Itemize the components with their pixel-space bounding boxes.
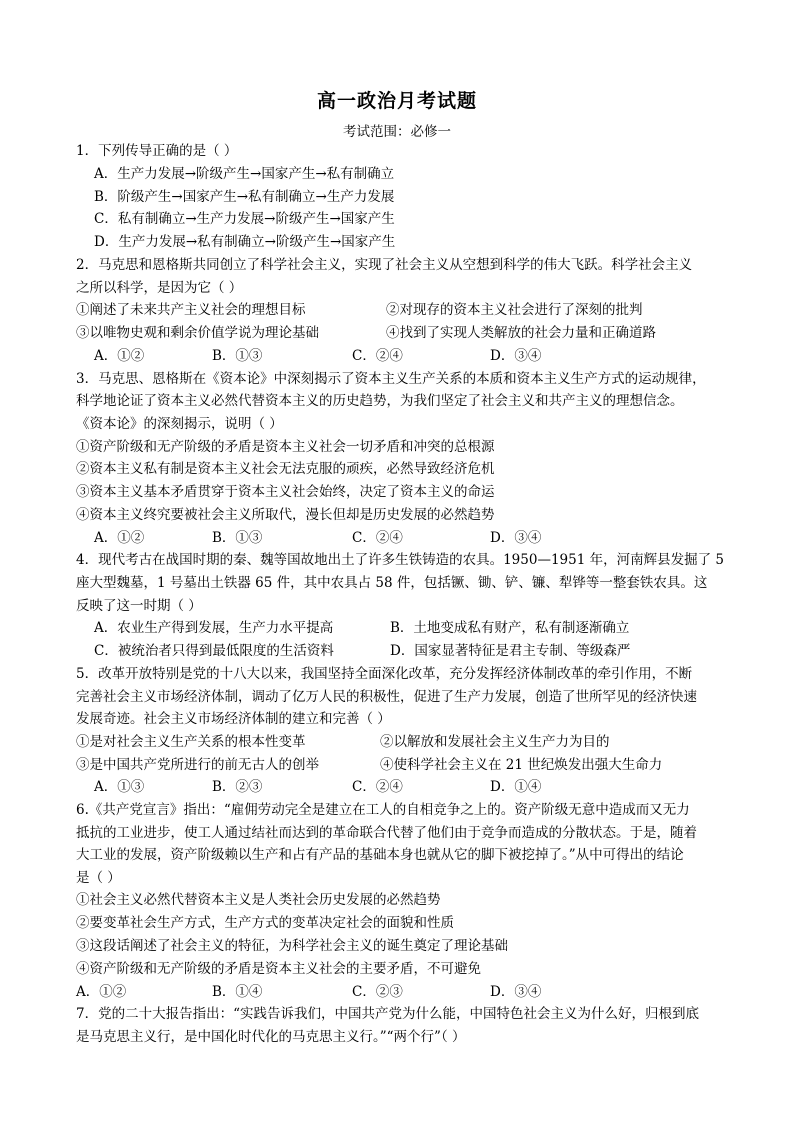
question-2-choice-c: C．②④ — [352, 348, 403, 364]
question-6-item-1: ①社会主义必然代替资本主义是人类社会历史发展的必然趋势 — [76, 892, 441, 908]
question-7-stem-line2: 是马克思主义行，是中国化时代化的马克思主义行。”“两个行”（ ） — [76, 1029, 466, 1045]
question-6-item-2: ②要变革社会生产方式，生产方式的变革决定社会的面貌和性质 — [76, 915, 454, 931]
question-6-choice-a: A．①② — [76, 984, 127, 1000]
question-5-item-3: ③是中国共产党所进行的前无古人的创举 — [76, 757, 319, 773]
question-5-stem-line2: 完善社会主义市场经济体制，调动了亿万人民的积极性，促进了生产力发展，创造了世所罕见的经济快速 — [76, 689, 697, 705]
question-2-choice-d: D．③④ — [490, 348, 542, 364]
question-5-item-1: ①是对社会主义生产关系的根本性变革 — [76, 734, 306, 750]
page-title: 高一政治月考试题 — [316, 90, 477, 112]
question-2-item-1: ①阐述了未来共产主义社会的理想目标 — [76, 302, 306, 318]
question-6-item-3: ③这段话阐述了社会主义的特征，为科学社会主义的诞生奠定了理论基础 — [76, 938, 508, 954]
question-1-stem: 1．下列传导正确的是（ ） — [76, 143, 238, 159]
question-3-choice-b: B．①③ — [212, 530, 263, 546]
question-1-option-c: C．私有制确立→生产力发展→阶级产生→国家产生 — [94, 211, 395, 227]
question-3-stem-line2: 科学地论证了资本主义必然代替资本主义的历史趋势，为我们坚定了社会主义和共产主义的理想信念。 — [76, 393, 684, 409]
question-5-choice-b: B．②③ — [212, 779, 263, 795]
question-3-stem-line1: 3．马克思、恩格斯在《资本论》中深刻揭示了资本主义生产关系的本质和资本主义生产方式的运动规律， — [76, 371, 706, 387]
question-3-choice-a: A．①② — [94, 530, 145, 546]
question-2-stem-line2: 之所以科学，是因为它（ ） — [76, 280, 243, 296]
question-6-stem-line3: 大工业的发展，资产阶级赖以生产和占有产品的基础本身也就从它的脚下被挖掉了。”从中可得出的结论 — [76, 847, 684, 863]
question-4-stem-line3: 反映了这一时期（ ） — [76, 598, 202, 614]
question-3-item-2: ②资本主义私有制是资本主义社会无法克服的顽疾，必然导致经济危机 — [76, 461, 495, 477]
question-3-choice-d: D．③④ — [490, 530, 542, 546]
question-1-option-a: A．生产力发展→阶级产生→国家产生→私有制确立 — [94, 166, 395, 182]
exam-scope: 考试范围：必修一 — [343, 124, 451, 140]
question-2-choice-a: A．①② — [94, 348, 145, 364]
question-2-choice-b: B．①③ — [212, 348, 263, 364]
question-2-item-2: ②对现存的资本主义社会进行了深刻的批判 — [386, 302, 643, 318]
question-2-item-3: ③以唯物史观和剩余价值学说为理论基础 — [76, 325, 319, 341]
question-3-item-4: ④资本主义终究要被社会主义所取代，漫长但却是历史发展的必然趋势 — [76, 507, 495, 523]
question-4-option-b: B．土地变成私有财产，私有制逐渐确立 — [390, 620, 630, 636]
question-5-item-2: ②以解放和发展社会主义生产力为目的 — [380, 734, 610, 750]
question-2-item-4: ④找到了实现人类解放的社会力量和正确道路 — [386, 325, 656, 341]
question-3-item-1: ①资产阶级和无产阶级的矛盾是资本主义社会一切矛盾和冲突的总根源 — [76, 439, 495, 455]
question-6-choice-c: C．②③ — [352, 984, 403, 1000]
question-2-stem-line1: 2．马克思和恩格斯共同创立了科学社会主义，实现了社会主义从空想到科学的伟大飞跃。科学社会主义 — [76, 257, 693, 273]
question-4-option-a: A．农业生产得到发展，生产力水平提高 — [94, 620, 334, 636]
question-7-stem-line1: 7．党的二十大报告指出：“实践告诉我们，中国共产党为什么能，中国特色社会主义为什么好，归根到底 — [76, 1006, 699, 1022]
question-1-option-d: D．生产力发展→私有制确立→阶级产生→国家产生 — [94, 234, 396, 250]
question-6-choice-d: D．③④ — [490, 984, 542, 1000]
question-4-option-c: C．被统治者只得到最低限度的生活资料 — [94, 643, 334, 659]
question-4-stem-line2: 座大型魏墓，1 号墓出土铁器 65 件，其中农具占 58 件，包括镢、锄、铲、镰、犁铧等一整套铁农具。这 — [76, 575, 708, 591]
question-1-option-b: B．阶级产生→国家产生→私有制确立→生产力发展 — [94, 189, 395, 205]
question-6-item-4: ④资产阶级和无产阶级的矛盾是资本主义社会的主要矛盾，不可避免 — [76, 961, 481, 977]
question-6-stem-line1: 6.《共产党宣言》指出：“雇佣劳动完全是建立在工人的自相竞争之上的。资产阶级无意中造成而又无力 — [76, 802, 690, 818]
question-3-stem-line3: 《资本论》的深刻揭示，说明（ ） — [76, 416, 283, 432]
question-3-item-3: ③资本主义基本矛盾贯穿于资本主义社会始终，决定了资本主义的命运 — [76, 484, 495, 500]
question-6-stem-line2: 抵抗的工业进步，使工人通过结社而达到的革命联合代替了他们由于竞争而造成的分散状态。于是，随着 — [76, 825, 697, 841]
question-5-choice-a: A．①③ — [94, 779, 145, 795]
question-5-stem-line3: 发展奇迹。社会主义市场经济体制的建立和完善（ ） — [76, 711, 391, 727]
question-6-stem-line4: 是（ ） — [76, 870, 121, 886]
question-4-option-d: D．国家显著特征是君主专制、等级森严 — [390, 643, 631, 659]
question-4-stem-line1: 4．现代考古在战国时期的秦、魏等国故地出土了许多生铁铸造的农具。1950—1951 年，河南辉县发掘了 5 — [76, 552, 724, 568]
question-3-choice-c: C．②④ — [352, 530, 403, 546]
question-5-choice-c: C．②④ — [352, 779, 403, 795]
question-5-choice-d: D．①④ — [490, 779, 542, 795]
question-5-stem-line1: 5．改革开放特别是党的十八大以来，我国坚持全面深化改革，充分发挥经济体制改革的牵引作用，不断 — [76, 666, 693, 682]
question-5-item-4: ④使科学社会主义在 21 世纪焕发出强大生命力 — [380, 757, 663, 773]
question-6-choice-b: B．①④ — [212, 984, 263, 1000]
